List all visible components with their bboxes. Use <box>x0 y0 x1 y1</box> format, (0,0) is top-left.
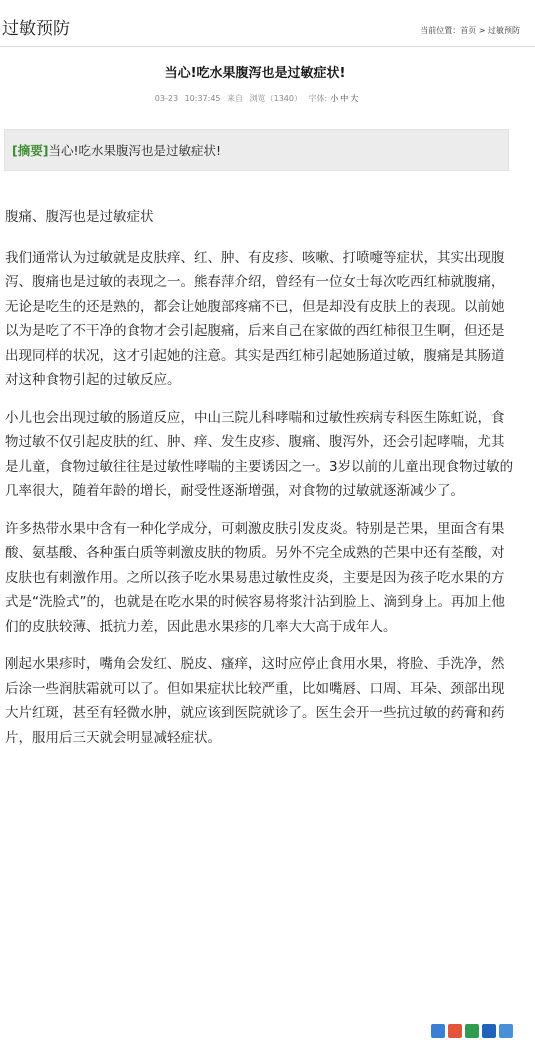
section-title: 过敏预防 <box>2 19 70 39</box>
font-size-medium-button[interactable]: 中 <box>340 94 349 103</box>
breadcrumb-home-link[interactable]: 首页 <box>460 26 477 35</box>
meta-source-label: 来自 <box>227 94 244 103</box>
article-paragraph: 刚起水果疹时，嘴角会发红、脱皮、瘙痒，这时应停止食用水果，将脸、手洗净，然后涂一些润肤霜就可以了。但如果症状比较严重，比如嘴唇、口周、耳朵、颈部出现大片红斑，甚至有轻微水肿，就应该到医院就诊了。医生会开一些抗过敏的药膏和药片，服用后三天就会明显减轻症状。 <box>5 656 505 746</box>
share-douban-icon[interactable] <box>465 1024 479 1038</box>
summary-label: [摘要] <box>12 143 49 158</box>
breadcrumb-current-link[interactable]: 过敏预防 <box>488 26 520 35</box>
breadcrumb-separator: > <box>478 26 486 35</box>
breadcrumb <box>420 25 520 37</box>
share-renren-icon[interactable] <box>482 1024 496 1038</box>
font-size-label: 字体: <box>308 94 328 103</box>
article-paragraph: 小儿也会出现过敏的肠道反应，中山三院儿科哮喘和过敏性疾病专科医生陈虹说，食物过敏不仅引起皮肤的红、肿、痒、发生皮疹、腹痛、腹泻外，还会引起哮喘，尤其是儿童，食物过敏往往是过敏性哮喘的主要诱因之一。3岁以前的儿童出现食物过敏的几率很大，随着年龄的增长，耐受性逐渐增强，对食物的过敏就逐渐减少了。 <box>5 409 514 499</box>
meta-date: 03-23 <box>154 94 179 103</box>
article-meta <box>0 93 512 105</box>
font-size-small-button[interactable]: 小 <box>330 94 339 103</box>
summary-content <box>12 142 221 160</box>
meta-views: 浏览（1340） <box>249 94 302 103</box>
share-weibo-icon[interactable] <box>448 1024 462 1038</box>
summary-text: 当心!吃水果腹泻也是过敏症状! <box>48 143 221 158</box>
font-size-large-button[interactable]: 大 <box>350 94 359 103</box>
page-header <box>0 0 535 47</box>
article-paragraph: 许多热带水果中含有一种化学成分，可刺激皮肤引发皮炎。特别是芒果，里面含有果酸、氨基酸、各种蛋白质等刺激皮肤的物质。另外不完全成熟的芒果中还有荃酸，对皮肤也有刺激作用。之所以孩子吃水果易患过敏性皮炎，主要是因为孩子吃水果的方式是“洗脸式”的，也就是在吃水果的时候容易将浆汁沾到脸上、滴到身上。再加上他们的皮肤较薄、抵抗力差，因此患水果疹的几率大大高于成年人。 <box>5 520 505 635</box>
share-qzone-icon[interactable] <box>431 1024 445 1038</box>
share-kaixin-icon[interactable] <box>499 1024 513 1038</box>
article-paragraph: 我们通常认为过敏就是皮肤痒、红、肿、有皮疹、咳嗽、打喷嚏等症状，其实出现腹泻、腹痛也是过敏的表现之一。熊春萍介绍，曾经有一位女士每次吃西红柿就腹痛，无论是吃生的还是熟的，都会让她腹部疼痛不已，但是却没有皮肤上的表现。以前她以为是吃了不干净的食物才会引起腹痛，后来自己在家做的西红柿很卫生啊，但还是出现同样的状况，这才引起她的注意。其实是西红柿引起她肠道过敏，腹痛是其肠道对这种食物引起的过敏反应。 <box>5 249 505 388</box>
breadcrumb-prefix: 当前位置： <box>420 26 461 35</box>
article-subheading: 腹痛、腹泻也是过敏症状 <box>5 209 154 225</box>
meta-time: 10:37:45 <box>184 94 221 103</box>
summary-box <box>4 129 509 171</box>
article-body <box>5 205 515 763</box>
article-title: 当心!吃水果腹泻也是过敏症状! <box>164 66 346 81</box>
share-toolbar <box>431 1024 513 1038</box>
